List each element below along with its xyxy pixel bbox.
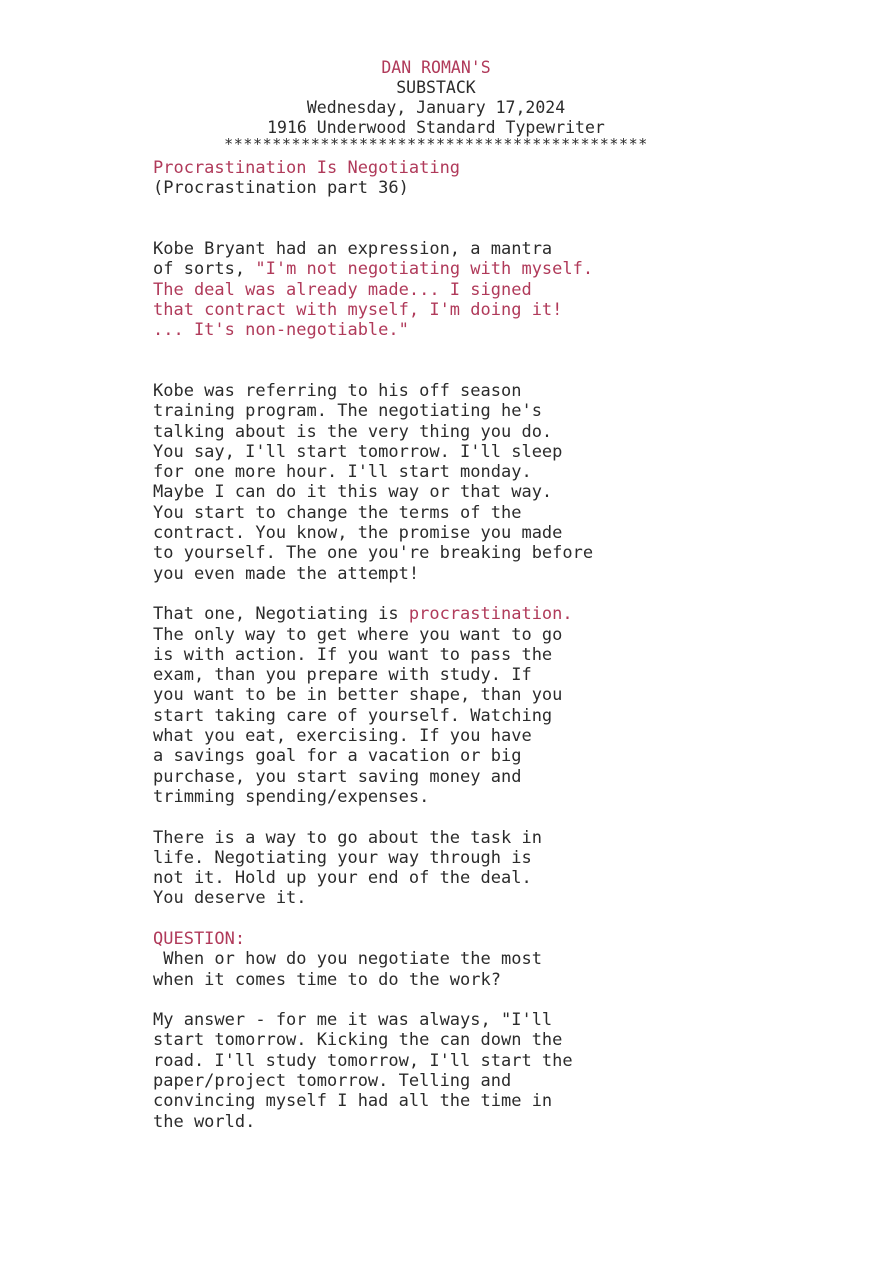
text-line: training program. The negotiating he's (153, 401, 542, 422)
text-line: not it. Hold up your end of the deal. (153, 868, 532, 889)
text-line: the world. (153, 1111, 256, 1132)
text-line: You say, I'll start tomorrow. I'll sleep (153, 441, 563, 462)
text-line: that contract with myself, I'm doing it! (153, 300, 563, 321)
text-line: when it comes time to do the work? (153, 969, 501, 990)
header-typewriter: 1916 Underwood Standard Typewriter (267, 118, 605, 137)
text-line: is with action. If you want to pass the (153, 644, 553, 665)
paragraph-deal (153, 828, 793, 909)
article-title: Procrastination Is Negotiating (153, 158, 461, 178)
text-line: The only way to get where you want to go (153, 624, 563, 645)
text-line: paper/project tomorrow. Telling and (153, 1071, 512, 1092)
header-publication: SUBSTACK (396, 78, 476, 97)
question-section (153, 929, 793, 990)
text-line: exam, than you prepare with study. If (153, 665, 532, 686)
text-line: Maybe I can do it this way or that way. (153, 482, 553, 503)
text-line: convincing myself I had all the time in (153, 1091, 553, 1112)
text-line: start tomorrow. Kicking the can down the (153, 1030, 563, 1051)
text-line: You deserve it. (153, 888, 307, 909)
paragraph-quote (153, 239, 793, 340)
text-line: ... It's non-negotiable." (153, 320, 409, 341)
paragraph-action (153, 604, 793, 807)
text-line: Kobe Bryant had an expression, a mantra (153, 239, 553, 260)
text-line: My answer - for me it was always, "I'll (153, 1010, 553, 1031)
text-line: what you eat, exercising. If you have (153, 726, 532, 747)
text-line: for one more hour. I'll start monday. (153, 462, 532, 483)
article-body (153, 158, 793, 1132)
article-subtitle: (Procrastination part 36) (153, 178, 409, 199)
question-label: QUESTION: (153, 928, 246, 949)
page-header (0, 58, 872, 152)
text-line: When or how do you negotiate the most (153, 949, 542, 970)
text-line: That one, Negotiating is procrastination. (153, 604, 573, 625)
text-line: road. I'll study tomorrow, I'll start the (153, 1050, 573, 1071)
text-line: contract. You know, the promise you made (153, 523, 563, 544)
text-line: you even made the attempt! (153, 563, 420, 584)
text-line: start taking care of yourself. Watching (153, 705, 553, 726)
text-line: a savings goal for a vacation or big (153, 746, 522, 767)
header-date: Wednesday, January 17,2024 (306, 98, 566, 117)
text-line: to yourself. The one you're breaking before (153, 543, 594, 564)
header-author: DAN ROMAN'S (381, 58, 491, 77)
text-line: You start to change the terms of the (153, 502, 522, 523)
text-line: The deal was already made... I signed (153, 279, 532, 300)
header-divider: ******************************************** (224, 135, 648, 153)
text-line: talking about is the very thing you do. (153, 421, 553, 442)
paragraph-answer (153, 1010, 793, 1132)
text-line: trimming spending/expenses. (153, 786, 430, 807)
paragraph-kobe (153, 381, 793, 584)
text-line: you want to be in better shape, than you (153, 685, 563, 706)
text-line: Kobe was referring to his off season (153, 380, 522, 401)
text-line: There is a way to go about the task in (153, 827, 542, 848)
text-line: of sorts, "I'm not negotiating with myself. (153, 259, 594, 280)
text-line: purchase, you start saving money and (153, 766, 522, 787)
text-line: life. Negotiating your way through is (153, 847, 532, 868)
